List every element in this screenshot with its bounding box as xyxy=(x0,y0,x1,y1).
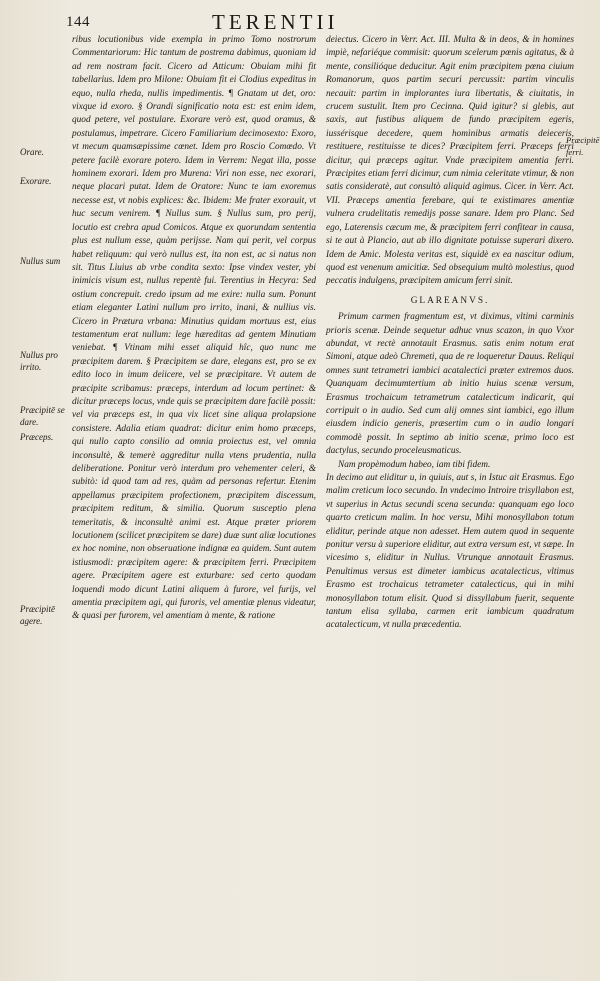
glareanus-paragraph-1: Primum carmen fragmentum est, vt diximus, vltimi carminis prioris scenæ. Deinde sequetur adhuc vnus scazon, in quo Vxor abundat, vt rectè annotauit Erasmus. satis enim notum erat Simoni, atque adeò Chremeti, qua de re loqueretur Dauus. Reliqui omnes sunt tetrametri iambici acatalectici præter extremos duos. Quanquam decimumtertium ab initio huius scenæ versum, Erasmus trochaicum tetrametrum catalecticum indicarit, qui corripuit o in audio. Sed cum alij omnes sint iambici, ego illum eiusdem indicio generis, præsertim cum o in audio longari commodè possit. In septimo ab initio scenæ, primo loco est dactylus, secundo proceleusmaticus. xyxy=(326,312,574,457)
margin-note-orare: Orare. xyxy=(20,147,44,157)
glareanus-paragraph-3: In decimo aut eliditur u, in quiuis, aut s, in Istuc ait Erasmus. Ego malim creticum loco secundo. In vndecimo Introire trisyllabon est, vt superius in Actus secundi scena secunda: quanquam ego loco quarto creticum malim. In hoc versu, Mihi monosyllabon totum eliditur, perinde atque non adesset. Hem autem quod in sequente ponitur versu à superiore eliditur, aut extra versum est, vt sæpe. In vicesimo s, eliditur in Nullus. Vtrunque annotauit Erasmus. Penultimus versus est dimeter iambicus acatalecticus, vltimus Erasmo est trochaicus tetrameter catalecticus, qui in mihi monosyllabon totum elisit. Quod si dissyllabum fuerit, sequente tantum elisa syllaba, carmen erit iambicum quadratum acatalecticum, vt nulla præcedentia. xyxy=(326,473,574,631)
left-column xyxy=(72,34,316,624)
running-head: TERENTII xyxy=(212,10,339,34)
margin-note-nullus-sum: Nullus sum xyxy=(20,256,61,266)
section-heading: GLAREANVS. xyxy=(410,295,490,306)
commentary-paragraph: deiectus. Cicero in Verr. Act. III. Multa & in deos, & in homines impiè, nefariéque commisit: quorum scelerum pœnis agitatus, & à mente, consilióque deducitur. Agit enim præcipitem pœna ciuium Romanorum, quos partim securi percussit: partim vinculis necauit: partim in implorantes iura libertatis, & ciuitatis, in crucem sustulit. Item pro Cecinna. Quid igitur? si glebis, aut saxis, aut fustibus aliquem de fundo præcipitem egeris, iussérisque decedere, quem hominibus armatis deieceris, restituere, restituisse te dices? Præcipitem ferri. Præceps ferri dicitur, qui præceps agitur. Vnde præcipitem amentia ferri. Præcipites etiam ferri dicimur, cum nimia celeritate vtimur, & non satis consideratè, aut consultò aliquid agimus. Cicer. in Verr. Act. VII. Præceps amentia ferebare, qui te existimares amentiæ vulnera crudelitatis remedijs posse sanare. Idem pro Planc. Sed ego, Laterensis cæcum me, & præcipitem ferri confitear in causa, si te aut à Plancio, aut ab illo dignitate potuisse superari dixero. Idem de Amic. Molesta veritas est, siquidè ex ea nascitur odium, quod est venenum amicitiæ. Sed obsequium multò molestius, quod peccatis indulgens, præcipitem amicum ferri sinit. xyxy=(326,35,574,287)
margin-note-nullus-pro-irrito: Nullus pro irrito. xyxy=(20,350,58,372)
right-column xyxy=(326,34,574,633)
margin-note-praeceps: Præceps. xyxy=(20,432,54,442)
page-number: 144 xyxy=(66,14,90,30)
margin-note-praecipitem-agere: Præcipitē agere. xyxy=(20,604,55,626)
glareanus-paragraph-2: Nam propèmodum habeo, iam tibi fidem. xyxy=(338,459,491,470)
margin-note-exorare: Exorare. xyxy=(20,176,52,186)
margin-note-praecipitem-se-dare: Præcipitē se dare. xyxy=(20,405,65,427)
left-column-text: ribus locutionibus vide exempla in primo Tomo nostrorum Commentariorum: Hic tantum de postrema dabimus, quoniam id ad rem nostram facit. Cicero ad Atticum: Obuiam mihi fit tabellarius. Idem pro Milone: Obuiam fit ei Clodius expeditus in equo, nulla rheda, nullis impedimentis. ¶ Gnatam ut det, oro: vixque id exoro. § Orandi significatio nota est: est enim idem, quod petere, vel postulare. Exorare verò est, quod oramus, & postulamus, impetrare. Cicero Familiarium decimosexto: Exoro, vt mecum quamsæpissime cœnet. Idem pro Roscio Comœdo. Vt petere facilè exorare potero. Idem in Verrem: Negat illa, posse hominem exorari. Idem pro Murena: Viri non esse, nec exorari, neque placari putat. Idem de Oratore: Nunc te iam exoremus necesse est, vt nobis explices: &c. Ibidem: Me frater exorauit, vt huc secum venirem. ¶ Nullus sum. § Nullus sum, pro perij, locutio est crebra apud Comicos. Atque ex quorundam sententia plus est nullum esse, quàm perijsse. Nam qui perit, vel corpus habet reliquum: qui verò nullus est, ita non est, ac si natus non sit. Titus Liuius ab vrbe condita sexto: Ipse vindex vester, ybi inimicis visum est, nullus repentè fui. Terentius in Hecyra: Sed ostium concrepuit. credo ipsum ad me exire: nulla sum. Ponunt etiam eleganter Latini nullum pro irrito, inani, & nullius vis. Cicero in Prætura vrbana: Minutius quidam mortuus est, eius testamentum erat nullum: lege hæreditas ad gentem Minutiam veniebat. ¶ Vtinam mihi esset aliquid hîc, quo nunc me præcipitem darem. § Præcipitem se dare, elegans est, pro se ex edito loco in imum deiicere, vel se præcipitare. Vt autem de præcipite scribamus: præceps, interdum ad locum pertinet: & dicitur præceps locus, vnde quis se præcipitem dare facilè possit: vel via præceps est, in qua vix licet sine aliqua prolapsione consistere. Adalia etiam quadrat: dicitur enim homo præceps, qui nullo capto consilio ad omnia proiectus est, vel omnia inconsultè, & temerè aggreditur nulla vtens prudentia, nulla deliberatione. Ponitur verò interdum pro vehementer celeri, & subitò: id quod tam ad res, quàm ad personas refertur. Etenim appellamus præcipitem profectionem, præcipitem discessum, præcipitem reditum, & similia. Quorum susceptio plena temeritatis, & inconsultè animi est. Atque præter priorem locutionem (scilicet præcipitem se dare) duæ sunt aliæ locutiones ex hoc nomine, non obseruatione indignæ ea quidem. Sunt autem istiusmodi: præcipitem agere: & præcipitem ferri. Præcipitem agere. Præcipitem agere est exturbare: sed certo quodam loquendi modo dicunt Latini aliquem à furore, vel furijs, vel amentia præcipitem agi, qui furoris, vel amentiæ plenus videatur, & quasi per furorem, vel amentiam à mente, & ratione xyxy=(72,35,316,622)
margin-note-praecipitem-ferri: Præcipitē ferri. xyxy=(566,135,600,157)
